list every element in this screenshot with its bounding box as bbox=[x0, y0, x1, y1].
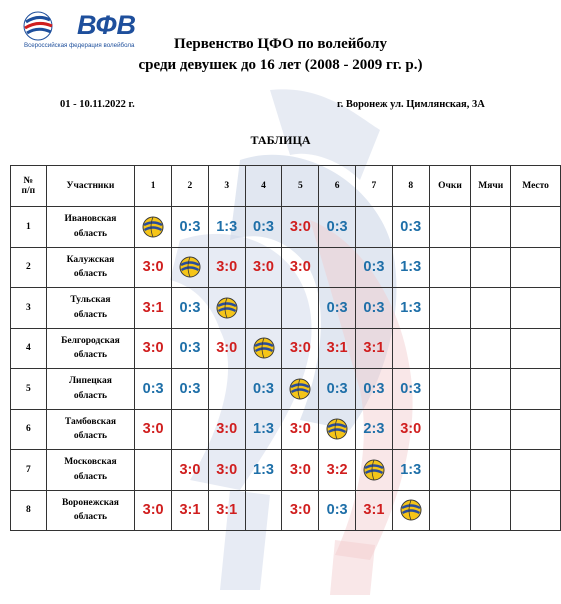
points-cell bbox=[429, 369, 471, 410]
score-cell bbox=[392, 328, 429, 369]
balls-cell bbox=[471, 247, 511, 288]
place-cell bbox=[511, 369, 561, 410]
score-cell: 3:1 bbox=[172, 490, 209, 531]
score-cell: 3:1 bbox=[319, 328, 356, 369]
header-num-line2: п/п bbox=[21, 186, 36, 196]
balls-cell bbox=[471, 450, 511, 491]
logo-subtitle: Всероссийская федерация волейбола bbox=[24, 42, 135, 49]
table-row bbox=[11, 288, 561, 329]
score-cell: 0:3 bbox=[319, 490, 356, 531]
score-cell: 3:1 bbox=[356, 490, 393, 531]
score-cell bbox=[319, 247, 356, 288]
score-cell: 0:3 bbox=[245, 207, 282, 248]
score-cell bbox=[172, 409, 209, 450]
title-line-2: среди девушек до 16 лет (2008 - 2009 гг. р.) bbox=[138, 57, 423, 73]
score-cell: 3:0 bbox=[135, 490, 172, 531]
score-cell: 0:3 bbox=[172, 328, 209, 369]
team-name-line2: область bbox=[73, 390, 108, 401]
logo-abbreviation: ВФВ bbox=[77, 10, 137, 40]
header-points: Очки bbox=[429, 166, 471, 207]
results-table bbox=[10, 165, 561, 531]
team-name-line2: область bbox=[73, 309, 108, 320]
score-cell: 1:3 bbox=[245, 409, 282, 450]
team-name bbox=[46, 247, 135, 288]
score-cell: 3:0 bbox=[282, 207, 319, 248]
team-number: 8 bbox=[11, 490, 47, 531]
score-cell bbox=[245, 288, 282, 329]
score-cell: 3:0 bbox=[135, 247, 172, 288]
points-cell bbox=[429, 490, 471, 531]
points-cell bbox=[429, 409, 471, 450]
score-cell: 3:0 bbox=[135, 328, 172, 369]
header-col-1: 1 bbox=[135, 166, 172, 207]
table-title: ТАБЛИЦА bbox=[250, 133, 311, 147]
points-cell bbox=[429, 207, 471, 248]
team-name-line1: Белгородская bbox=[61, 335, 120, 346]
score-cell bbox=[135, 450, 172, 491]
header-col-6: 6 bbox=[319, 166, 356, 207]
score-cell: 2:3 bbox=[356, 409, 393, 450]
score-cell: 0:3 bbox=[392, 207, 429, 248]
balls-cell bbox=[471, 490, 511, 531]
header-col-2: 2 bbox=[172, 166, 209, 207]
table-row bbox=[11, 247, 561, 288]
header-col-4: 4 bbox=[245, 166, 282, 207]
points-cell bbox=[429, 450, 471, 491]
diagonal-cell bbox=[282, 369, 319, 410]
team-name bbox=[46, 409, 135, 450]
score-cell: 0:3 bbox=[319, 207, 356, 248]
title-line-1: Первенство ЦФО по волейболу bbox=[174, 36, 387, 52]
score-cell bbox=[282, 288, 319, 329]
score-cell: 3:0 bbox=[282, 409, 319, 450]
volleyball-icon bbox=[253, 337, 275, 359]
place-cell bbox=[511, 328, 561, 369]
score-cell: 0:3 bbox=[135, 369, 172, 410]
table-row bbox=[11, 409, 561, 450]
team-name-line2: область bbox=[73, 269, 108, 280]
volleyball-icon bbox=[179, 256, 201, 278]
volleyball-icon bbox=[289, 378, 311, 400]
place-cell bbox=[511, 490, 561, 531]
points-cell bbox=[429, 288, 471, 329]
volleyball-icon bbox=[400, 499, 422, 521]
score-cell: 0:3 bbox=[392, 369, 429, 410]
header-place: Место bbox=[511, 166, 561, 207]
table-row bbox=[11, 450, 561, 491]
volleyball-icon bbox=[363, 459, 385, 481]
place-cell bbox=[511, 288, 561, 329]
score-cell: 3:0 bbox=[208, 450, 245, 491]
volleyball-icon bbox=[142, 216, 164, 238]
team-name-line2: область bbox=[73, 512, 108, 523]
score-cell: 0:3 bbox=[356, 288, 393, 329]
team-name-line2: область bbox=[73, 350, 108, 361]
volleyball-icon bbox=[216, 297, 238, 319]
diagonal-cell bbox=[392, 490, 429, 531]
team-number: 1 bbox=[11, 207, 47, 248]
team-name-line1: Калужская bbox=[66, 254, 115, 265]
points-cell bbox=[429, 328, 471, 369]
team-name-line2: область bbox=[73, 471, 108, 482]
team-name bbox=[46, 369, 135, 410]
score-cell: 3:0 bbox=[245, 247, 282, 288]
score-cell: 3:0 bbox=[208, 409, 245, 450]
score-cell: 3:0 bbox=[135, 409, 172, 450]
tournament-venue: г. Воронеж ул. Цимлянская, 3А bbox=[337, 99, 485, 110]
diagonal-cell bbox=[172, 247, 209, 288]
score-cell: 0:3 bbox=[356, 369, 393, 410]
score-cell: 3:0 bbox=[282, 490, 319, 531]
header-num-line1: № bbox=[23, 176, 34, 186]
team-name-line1: Ивановская bbox=[64, 214, 117, 225]
header-num bbox=[11, 166, 47, 207]
header-col-3: 3 bbox=[208, 166, 245, 207]
balls-cell bbox=[471, 288, 511, 329]
score-cell: 1:3 bbox=[208, 207, 245, 248]
team-name-line1: Липецкая bbox=[68, 376, 112, 387]
header-participants: Участники bbox=[46, 166, 135, 207]
tournament-dates: 01 - 10.11.2022 г. bbox=[60, 99, 135, 110]
balls-cell bbox=[471, 328, 511, 369]
score-cell: 0:3 bbox=[172, 207, 209, 248]
score-cell: 0:3 bbox=[172, 369, 209, 410]
header-balls: Мячи bbox=[471, 166, 511, 207]
team-name-line2: область bbox=[73, 431, 108, 442]
diagonal-cell bbox=[208, 288, 245, 329]
score-cell: 0:3 bbox=[172, 288, 209, 329]
place-cell bbox=[511, 450, 561, 491]
points-cell bbox=[429, 247, 471, 288]
score-cell: 3:1 bbox=[356, 328, 393, 369]
balls-cell bbox=[471, 207, 511, 248]
score-cell: 3:0 bbox=[208, 247, 245, 288]
team-number: 3 bbox=[11, 288, 47, 329]
place-cell bbox=[511, 409, 561, 450]
team-number: 7 bbox=[11, 450, 47, 491]
score-cell: 3:1 bbox=[135, 288, 172, 329]
team-number: 2 bbox=[11, 247, 47, 288]
diagonal-cell bbox=[319, 409, 356, 450]
table-row bbox=[11, 490, 561, 531]
score-cell: 0:3 bbox=[356, 247, 393, 288]
score-cell: 3:0 bbox=[392, 409, 429, 450]
team-number: 4 bbox=[11, 328, 47, 369]
team-name bbox=[46, 328, 135, 369]
diagonal-cell bbox=[135, 207, 172, 248]
score-cell bbox=[208, 369, 245, 410]
table-row bbox=[11, 369, 561, 410]
score-cell: 3:0 bbox=[208, 328, 245, 369]
score-cell: 3:0 bbox=[282, 247, 319, 288]
team-name-line1: Московская bbox=[64, 457, 117, 468]
score-cell: 3:2 bbox=[319, 450, 356, 491]
team-name bbox=[46, 490, 135, 531]
team-name bbox=[46, 288, 135, 329]
score-cell: 0:3 bbox=[319, 369, 356, 410]
score-cell: 3:0 bbox=[282, 328, 319, 369]
header-row bbox=[11, 166, 561, 207]
score-cell: 1:3 bbox=[392, 288, 429, 329]
header-col-5: 5 bbox=[282, 166, 319, 207]
score-cell: 0:3 bbox=[245, 369, 282, 410]
diagonal-cell bbox=[245, 328, 282, 369]
balls-cell bbox=[471, 369, 511, 410]
score-cell: 1:3 bbox=[392, 247, 429, 288]
team-name bbox=[46, 207, 135, 248]
team-name-line1: Тульская bbox=[70, 295, 111, 306]
place-cell bbox=[511, 247, 561, 288]
team-name-line1: Воронежская bbox=[61, 497, 119, 508]
volleyball-icon bbox=[326, 418, 348, 440]
team-name bbox=[46, 450, 135, 491]
team-name-line1: Тамбовская bbox=[64, 416, 117, 427]
header-col-8: 8 bbox=[392, 166, 429, 207]
score-cell: 3:0 bbox=[282, 450, 319, 491]
team-number: 6 bbox=[11, 409, 47, 450]
team-name-line2: область bbox=[73, 228, 108, 239]
score-cell bbox=[245, 490, 282, 531]
table-row bbox=[11, 207, 561, 248]
diagonal-cell bbox=[356, 450, 393, 491]
score-cell: 3:1 bbox=[208, 490, 245, 531]
balls-cell bbox=[471, 409, 511, 450]
score-cell bbox=[356, 207, 393, 248]
score-cell: 0:3 bbox=[319, 288, 356, 329]
score-cell: 1:3 bbox=[392, 450, 429, 491]
score-cell: 1:3 bbox=[245, 450, 282, 491]
team-number: 5 bbox=[11, 369, 47, 410]
table-row bbox=[11, 328, 561, 369]
place-cell bbox=[511, 207, 561, 248]
score-cell: 3:0 bbox=[172, 450, 209, 491]
header-col-7: 7 bbox=[356, 166, 393, 207]
